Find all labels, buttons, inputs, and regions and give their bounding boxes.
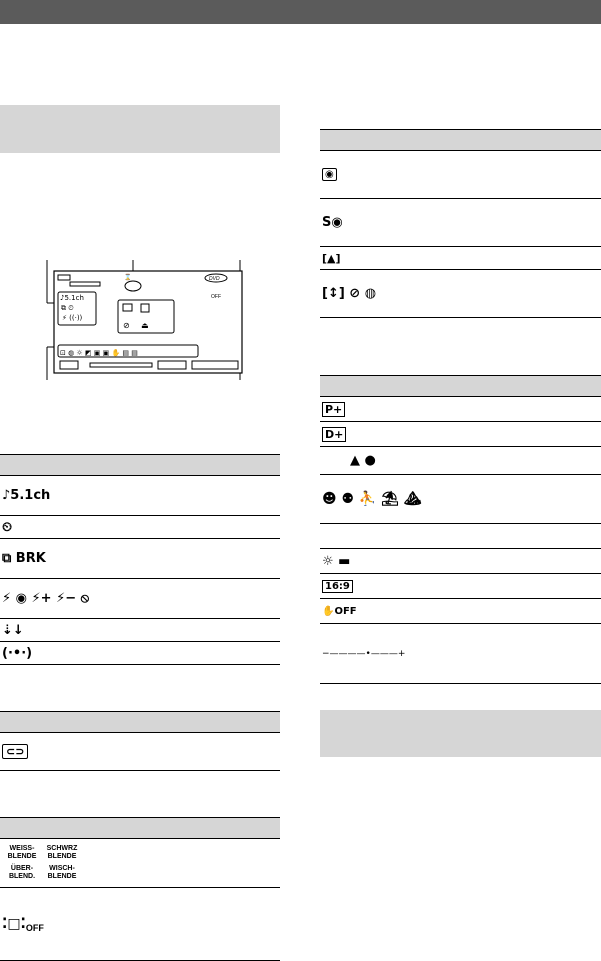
section-heading-box-left xyxy=(0,105,280,153)
focus-icons: [↕] ⊘ ◍ xyxy=(322,286,377,301)
svg-text:⏏: ⏏ xyxy=(141,321,149,330)
table-row xyxy=(320,549,601,574)
section-heading-box-right xyxy=(320,710,601,757)
left-table-b xyxy=(0,711,280,771)
svg-text:⧉ ⏲: ⧉ ⏲ xyxy=(61,304,74,312)
svg-text:⚡ ((·)): ⚡ ((·)) xyxy=(62,314,83,322)
mic-level-icon: ⇣↓ xyxy=(2,622,24,638)
sound-51ch-icon: ♪5.1ch xyxy=(2,488,51,503)
super-nightshot-icon: (·•·) xyxy=(2,645,33,661)
light-off-icon: ⁚□⁚ xyxy=(2,916,26,932)
fader-white-2: BLENDE xyxy=(7,853,37,860)
table-row xyxy=(320,524,601,549)
table-row xyxy=(320,574,601,599)
svg-text:⊘: ⊘ xyxy=(123,321,130,330)
scene-mountain-person-icon: ▲ ● xyxy=(350,453,376,468)
svg-text:⌛: ⌛ xyxy=(124,274,132,281)
lcd-wb-off: OFF xyxy=(211,294,221,300)
table-header xyxy=(320,129,601,151)
burst-brk-icon: ⧉ BRK xyxy=(2,551,46,566)
table-row xyxy=(320,199,601,247)
table-row xyxy=(320,247,601,270)
table-row xyxy=(0,516,280,539)
table-row xyxy=(0,476,280,516)
header-bar xyxy=(0,0,601,24)
table-row xyxy=(320,151,601,199)
table-row xyxy=(0,888,280,961)
spot-meter-icon: ◉ xyxy=(322,168,337,181)
lcd-screen-diagram xyxy=(40,255,270,385)
lcd-diagram-svg xyxy=(40,255,270,385)
lcd-sound-mode: ♪5.1ch xyxy=(60,294,84,302)
self-timer-icon: ⏲ xyxy=(2,519,13,535)
picture-effect-icon: P+ xyxy=(322,402,345,417)
table-header xyxy=(0,817,280,839)
right-table-b xyxy=(320,375,601,684)
table-row xyxy=(320,270,601,318)
flash-modes-icon: ⚡ ◉ ⚡+ ⚡− ⦸ xyxy=(2,591,90,606)
table-row xyxy=(0,642,280,665)
light-off-sub: OFF xyxy=(25,923,44,933)
table-row xyxy=(0,619,280,642)
fader-overlap-1: ÜBER- xyxy=(10,865,34,872)
table-row xyxy=(0,539,280,579)
fader-overlap-2: BLEND. xyxy=(8,873,36,880)
table-row xyxy=(320,447,601,475)
left-table-c xyxy=(0,817,280,961)
scene-selection-icons: ☻ ⚉ ⛹ ⛱ ⛰ xyxy=(322,491,422,507)
digital-effect-icon: D+ xyxy=(322,427,346,442)
table-row xyxy=(0,733,280,771)
table-row xyxy=(0,579,280,619)
table-row xyxy=(320,475,601,524)
table-row xyxy=(0,839,280,888)
fader-icons xyxy=(2,845,82,881)
fader-black-1: SCHWRZ xyxy=(46,845,78,852)
table-row xyxy=(320,397,601,422)
wide-16-9-icon: 16:9 xyxy=(322,580,353,593)
loop-icon: ⊂⊃ xyxy=(2,744,28,759)
svg-text:⊡ ◍ ☼ ◩ ▣ ▣ ✋ ▤ ▤: ⊡ ◍ ☼ ◩ ▣ ▣ ✋ ▤ ▤ xyxy=(60,349,138,357)
fader-wipe-2: BLENDE xyxy=(47,873,77,880)
table-header xyxy=(0,711,280,733)
right-table-a xyxy=(320,129,601,318)
lcd-dvd-badge: DVD xyxy=(209,276,220,282)
fader-wipe-1: WISCH- xyxy=(49,865,75,872)
table-header xyxy=(320,375,601,397)
table-row xyxy=(320,599,601,624)
white-balance-icon: ☼ ▬ xyxy=(322,553,351,569)
spot-focus-icon: S◉ xyxy=(322,215,343,230)
table-row xyxy=(320,422,601,447)
table-header xyxy=(0,454,280,476)
fader-black-2: BLENDE xyxy=(47,853,77,860)
fader-white-1: WEISS- xyxy=(9,845,35,852)
telemacro-icon: [▲] xyxy=(322,251,341,265)
exposure-slider-icon: −————•———+ xyxy=(322,648,406,659)
table-row xyxy=(320,624,601,684)
left-table-a xyxy=(0,454,280,665)
steadyshot-off-icon: ✋OFF xyxy=(322,605,357,617)
